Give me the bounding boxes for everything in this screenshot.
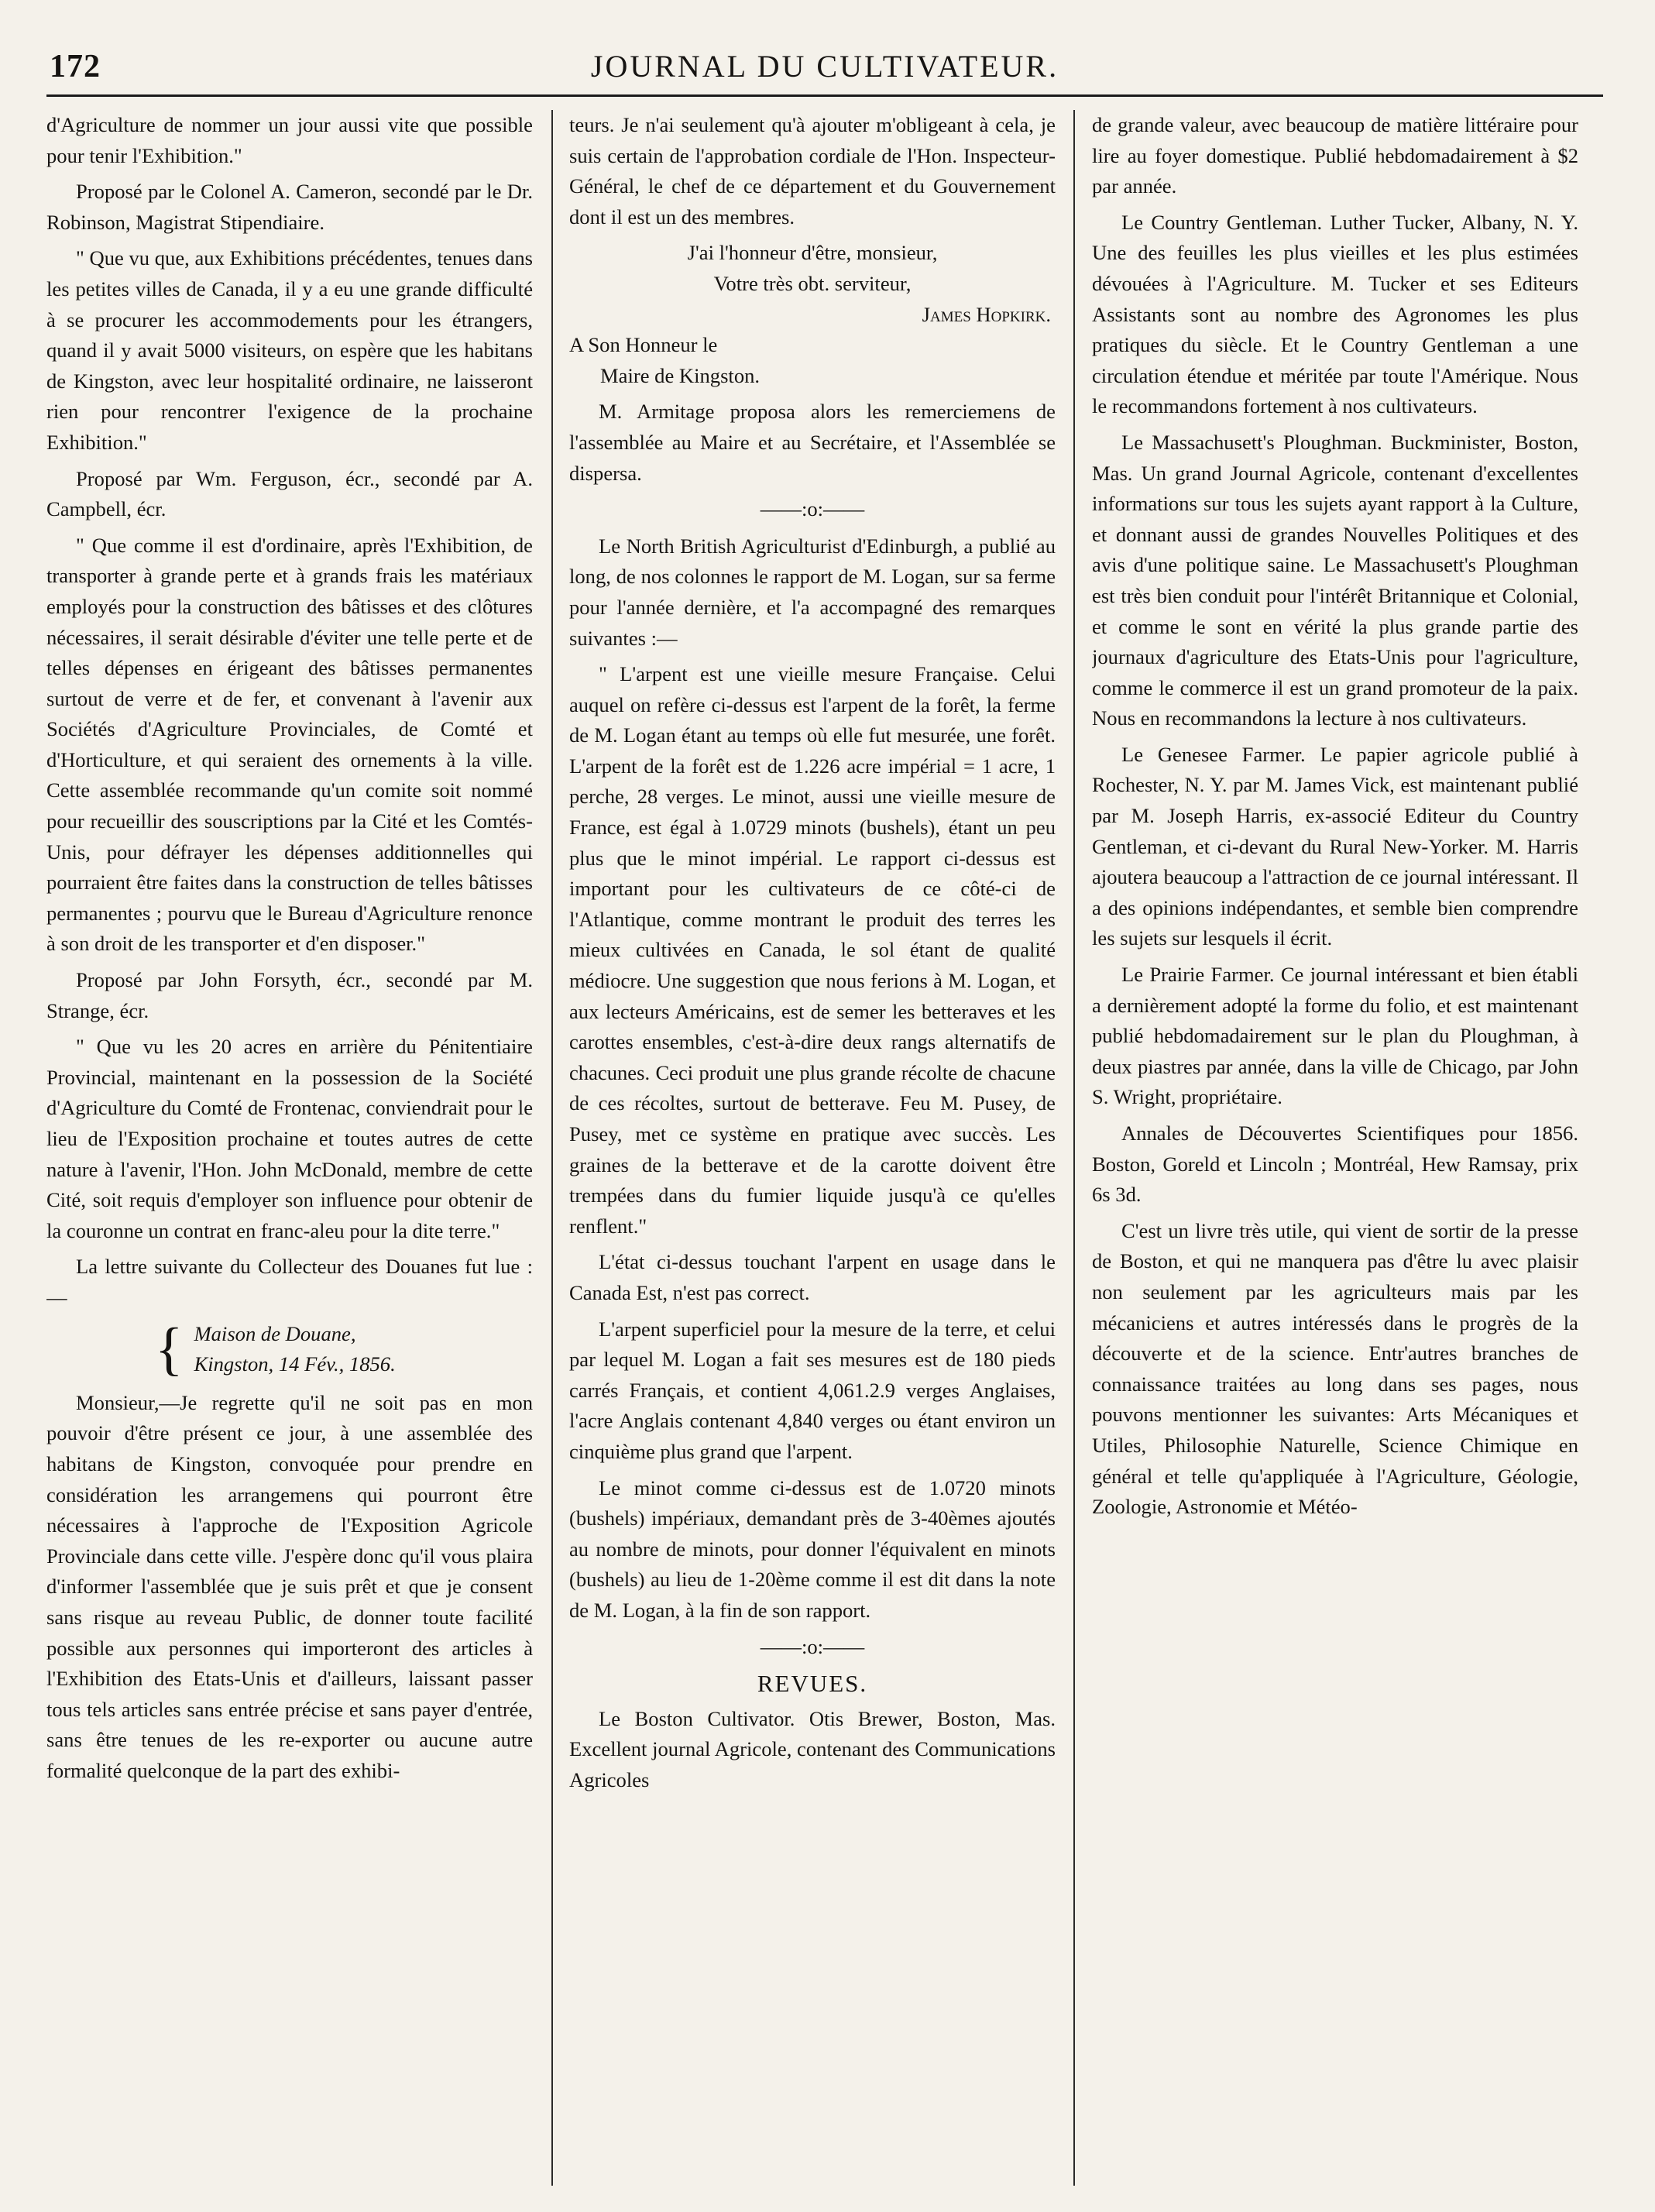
column-divider xyxy=(551,110,553,2186)
paragraph: " Que comme il est d'ordinaire, après l'Exhibition, de transporter à grande perte et à grands frais les matériaux employés pour la construction des bâtisses et des clôtures nécessaires, il serait désirable d'éviter une telle perte et de telles dépenses en érigeant des bâtisses permanentes surtout de verre et de fer, et convenant à l'avenir aux Sociétés d'Agriculture Provinciales, de Comté et d'Horticulture, et qui seraient des ornements à la ville. Cette assemblée recommande qu'un comite soit nommé pour recueillir des souscriptions par la Cité et les Comtés-Unis, pour défrayer les dépenses additionnelles qui pourraient être faites dans la construction de telles bâtisses permanentes ; pourvu que le Bureau d'Agriculture renonce à son droit de les transporter et d'en disposer." xyxy=(46,533,533,956)
letter-signature: James Hopkirk. xyxy=(922,302,1051,326)
letter-closing: Votre très obt. serviteur, xyxy=(713,271,912,295)
section-heading: REVUES. xyxy=(757,1670,868,1698)
letter-closing: J'ai l'honneur d'être, monsieur, xyxy=(687,241,938,265)
column-2 xyxy=(569,110,1056,2193)
journal-title: JOURNAL DU CULTIVATEUR. xyxy=(590,49,1059,84)
paragraph: Le minot comme ci-dessus est de 1.0720 minots (bushels) impériaux, demandant près de 3-40èmes ajoutés au nombre de minots, pour donner l'équivalent en minots (bushels) au lieu de 1-20ème comme il est dit dans la note de M. Logan, à la fin de son rapport. xyxy=(569,1475,1056,1622)
paragraph: L'état ci-dessus touchant l'arpent en usage dans le Canada Est, n'est pas correct. xyxy=(569,1250,1056,1304)
paragraph: Le Massachusett's Ploughman. Buckminister, Boston, Mas. Un grand Journal Agricole, contenant d'excellentes informations sur tous les sujets ayant rapport à la Culture, et donnant aussi de grandes Nouvelles Politiques et des avis d'une politique saine. Le Massachusett's Ploughman est très bien conduit pour l'intérêt Britannique et Colonial, et comme le sont en vérité la plus grande partie des journaux d'agriculture des Etats-Unis pour l'agriculture, comme le commerce il est un grand promoteur de la paix. Nous en recommandons la lecture à nos cultivateurs. xyxy=(1092,430,1578,730)
page-header xyxy=(46,48,1603,97)
dateline-place: Maison de Douane, xyxy=(194,1321,356,1345)
paragraph: Le Country Gentleman. Luther Tucker, Albany, N. Y. Une des feuilles les plus vieilles et les plus estimées dévouées à l'Agriculture. M. Tucker et ses Editeurs Assistants sont au nombre des Agronomes les plus pratiques du siècle. Et le Country Gentleman a une circulation étendue et méritée par toute l'Amérique. Nous le recommandons fortement à nos cultivateurs. xyxy=(1092,210,1578,418)
section-separator: ——:o:—— xyxy=(760,497,865,521)
paragraph: Le Boston Cultivator. Otis Brewer, Boston, Mas. Excellent journal Agricole, contenant des Communications Agricoles xyxy=(569,1706,1056,1791)
paragraph: La lettre suivante du Collecteur des Douanes fut lue :— xyxy=(46,1255,533,1309)
paragraph: " Que vu les 20 acres en arrière du Pénitentiaire Provincial, maintenant en la possession de la Société d'Agriculture du Comté de Frontenac, conviendrait pour le lieu de l'Exposition prochaine et toutes autres de cette nature à l'avenir, l'Hon. John McDonald, membre de cette Cité, soit requis d'employer son influence pour obtenir de la couronne un contrat en franc-aleu pour la dite terre." xyxy=(46,1035,533,1242)
paragraph: M. Armitage proposa alors les remerciemens de l'assemblée au Maire et au Secrétaire, et l'Assemblée se dispersa. xyxy=(569,400,1056,485)
dateline-date: Kingston, 14 Fév., 1856. xyxy=(194,1352,396,1376)
paragraph: teurs. Je n'ai seulement qu'à ajouter m'obligeant à cela, je suis certain de l'approbation cordiale de l'Hon. Inspecteur-Général, le chef de ce département et du Gouvernement dont il est un des membres. xyxy=(569,113,1056,228)
column-divider xyxy=(1073,110,1075,2186)
letter-address: Maire de Kingston. xyxy=(600,363,761,387)
column-3 xyxy=(1092,110,1578,2193)
paragraph: L'arpent superficiel pour la mesure de la terre, et celui par lequel M. Logan a fait ses mesures est de 180 pieds carrés Français, et contient 4,061.2.9 verges Anglaises, l'acre Anglais contenant 4,840 verges ou étant environ un cinquième plus grand que l'arpent. xyxy=(569,1317,1056,1463)
paragraph: Le Genesee Farmer. Le papier agricole publié à Rochester, N. Y. par M. James Vick, est maintenant publié par M. Joseph Harris, ex-associé Editeur du Country Gentleman, et ci-devant du Rural New-Yorker. M. Harris ajoutera beaucoup a l'attraction de ce journal intéressant. Il a des opinions indépendantes, et semble bien comprendre les sujets sur lesquels il écrit. xyxy=(1092,742,1578,950)
letter-dateline xyxy=(155,1316,533,1382)
section-separator: ——:o:—— xyxy=(760,1634,865,1658)
paragraph: d'Agriculture de nommer un jour aussi vite que possible pour tenir l'Exhibition." xyxy=(46,113,533,167)
paragraph: Le North British Agriculturist d'Edinburgh, a publié au long, de nos colonnes le rapport de M. Logan, sur sa ferme pour l'année dernière, et l'a accompagné des remarques suivantes :— xyxy=(569,534,1056,650)
letter-address: A Son Honneur le xyxy=(569,333,718,357)
paragraph: " L'arpent est une vieille mesure Française. Celui auquel on refère ci-dessus est l'arpent de la forêt, la ferme de M. Logan étant au temps où elle fut mesurée, une forêt. L'arpent de la forêt est de 1.226 acre impérial = 1 acre, 1 perche, 28 verges. Le minot, aussi une vieille mesure de France, est égal à 1.0729 minots (bushels), étant un peu plus que le minot impérial. Le rapport ci-dessus est important pour les cultivateurs de ce côté-ci de l'Atlantique, comme montrant le produit des terres les mieux cultivées en Canada, le sol étant de qualité médiocre. Une suggestion que nous ferions à M. Logan, et aux lecteurs Américains, est de semer les betteraves et les carottes ensembles, c'est-à-dire deux rangs alternatifs de chacunes. Ceci produit une plus grande récolte de chacune de ces récoltes, surtout de betterave. Feu M. Pusey, de Pusey, met ce système en pratique avec succès. Les graines de la betterave et de la carotte doivent être trempées dans du fumier liquide jusqu'à ce qu'elles renflent." xyxy=(569,662,1056,1238)
paragraph: Annales de Découvertes Scientifiques pour 1856. Boston, Goreld et Lincoln ; Montréal, Hew Ramsay, prix 6s 3d. xyxy=(1092,1121,1578,1207)
paragraph: Proposé par Wm. Ferguson, écr., secondé par A. Campbell, écr. xyxy=(46,466,533,521)
column-1 xyxy=(46,110,533,2193)
page-number: 172 xyxy=(50,49,101,84)
paragraph: C'est un livre très utile, qui vient de sortir de la presse de Boston, et qui ne manquera pas d'être lu avec plaisir non seulement par les agriculteurs mais par les mécaniciens et autres intéressés dans le progrès de la découverte et de la science. Entr'autres branches de connaissance traitées au long dans ses pages, nous pouvons mentionner les suivantes: Arts Mécaniques et Utiles, Philosophie Naturelle, Science Chimique en général et telle qu'appliquée à l'Agriculture, Géologie, Zoologie, Astronomie et Météo- xyxy=(1092,1218,1578,1519)
paragraph: " Que vu que, aux Exhibitions précédentes, tenues dans les petites villes de Canada, il y a eu une grande difficulté à se procurer les accommodements pour les étrangers, quand il y avait 5000 visiteurs, on espère que les habitans de Kingston, avec leur hospitalité ordinaire, ne laisseront rien pour rencontrer l'exigence de la prochaine Exhibition." xyxy=(46,246,533,454)
paragraph: Proposé par le Colonel A. Cameron, secondé par le Dr. Robinson, Magistrat Stipendiaire. xyxy=(46,180,533,234)
paragraph: Proposé par John Forsyth, écr., secondé par M. Strange, écr. xyxy=(46,968,533,1022)
paragraph: Monsieur,—Je regrette qu'il ne soit pas en mon pouvoir d'être présent ce jour, à une assemblée des habitans de Kingston, convoquée pour prendre en considération les arrangemens qui pourront être nécessaires à l'approche de l'Exposition Agricole Provinciale dans cette ville. J'espère donc qu'il vous plaira d'informer l'assemblée que je suis prêt et que je consent sans risque au reveau Public, de donner toute facilité possible aux personnes qui importeront des articles à l'Exhibition des Etats-Unis et d'ailleurs, laissant passer tous tels articles sans entrée précise et sans payer d'entrée, sans être tenues de les re-exporter ou aucune autre formalité quelconque de la part des exhibi- xyxy=(46,1390,533,1782)
paragraph: de grande valeur, avec beaucoup de matière littéraire pour lire au foyer domestique. Publié hebdomadairement à $2 par année. xyxy=(1092,113,1578,198)
brace-glyph: { xyxy=(155,1316,184,1382)
paragraph: Le Prairie Farmer. Ce journal intéressant et bien établi a dernièrement adopté la forme du folio, et est maintenant publié hebdomadairement sur le plan du Ploughman, à deux piastres par année, dans la ville de Chicago, par John S. Wright, propriétaire. xyxy=(1092,963,1578,1109)
